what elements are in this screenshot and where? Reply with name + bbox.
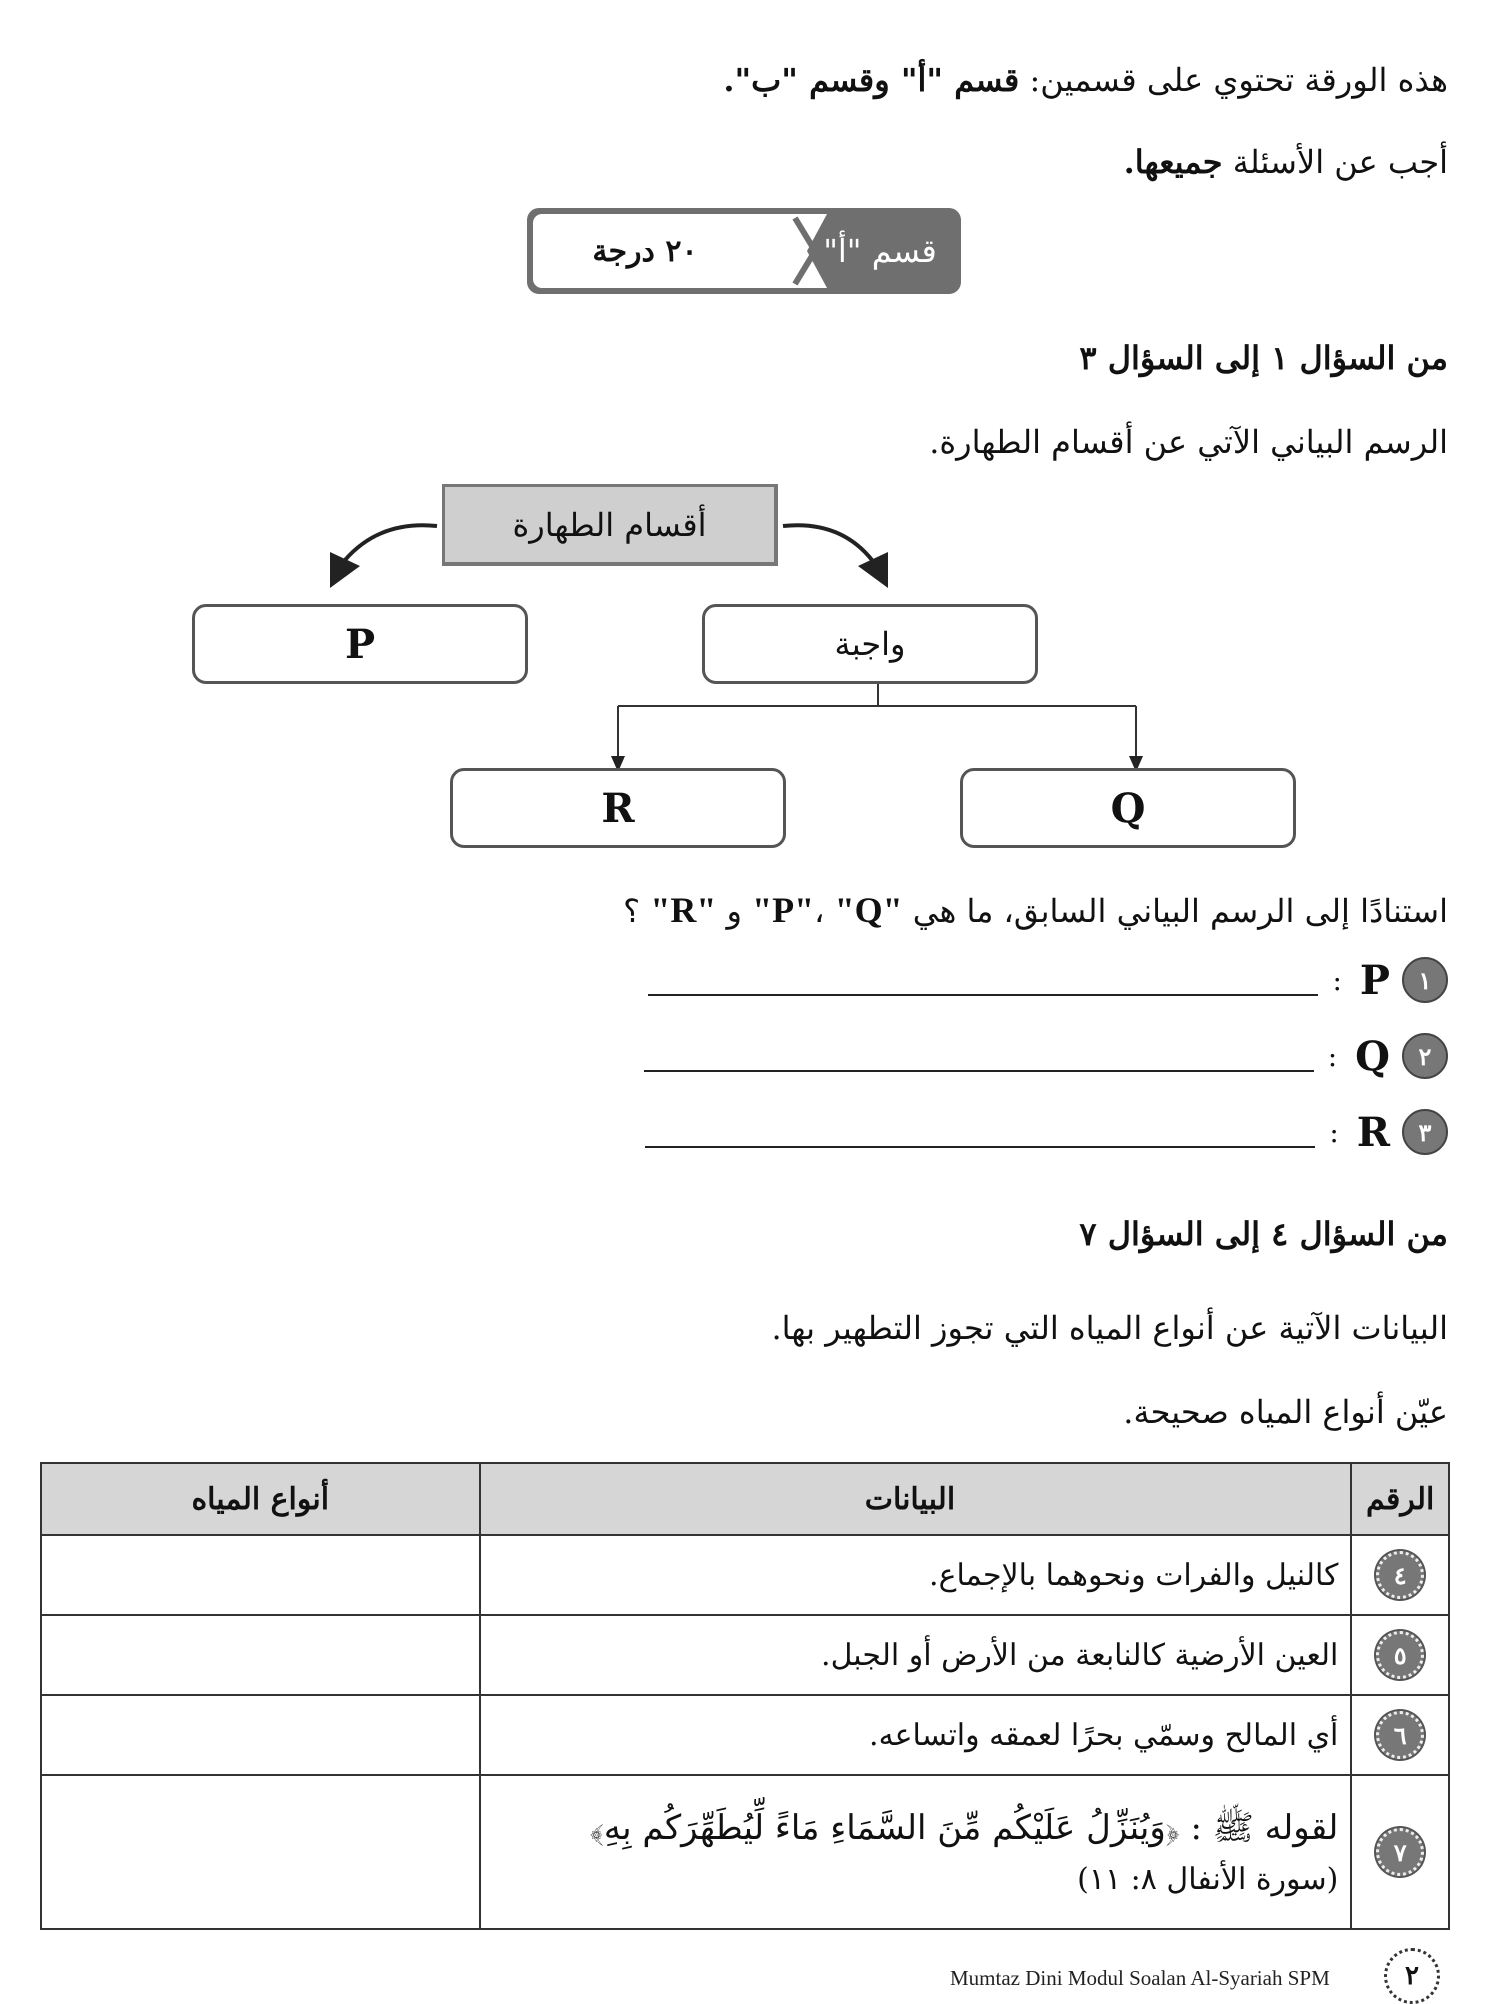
question-number-badge: ٥ <box>1376 1631 1424 1679</box>
diagram-root-box: أقسام الطهارة <box>442 484 778 566</box>
q4-7-instruction: عيّن أنواع المياه صحيحة. <box>1123 1393 1448 1431</box>
answer-letter: Q <box>1355 1032 1390 1080</box>
answer-blank-p[interactable] <box>648 994 1318 996</box>
answer-colon: : <box>1329 1115 1339 1149</box>
table-row <box>41 1695 1449 1775</box>
answer-row-3 <box>628 1102 1448 1162</box>
intro-line-2-bold: جميعها. <box>1123 143 1223 181</box>
q1-3-intro: الرسم البياني الآتي عن أقسام الطهارة. <box>929 423 1448 461</box>
table-row <box>41 1535 1449 1615</box>
section-banner-label: قسم "أ" <box>823 232 937 270</box>
header-water-type: أنواع المياه <box>41 1463 480 1535</box>
answer-cell[interactable] <box>41 1535 480 1615</box>
answer-row-2 <box>628 1026 1448 1086</box>
row-text: أي المالح وسمّي بحرًا لعمقه واتساعه. <box>480 1695 1352 1775</box>
answer-colon: : <box>1332 963 1342 997</box>
q1-3-prompt <box>40 888 1448 933</box>
curved-arrow-right <box>783 525 872 560</box>
page-number: ٢ <box>1384 1948 1440 2004</box>
intro-line-2 <box>40 140 1448 184</box>
row-text: العين الأرضية كالنابعة من الأرض أو الجبل. <box>480 1615 1352 1695</box>
curved-arrow-left <box>345 525 437 560</box>
question-number-badge: ١ <box>1402 957 1448 1003</box>
question-number-badge: ٤ <box>1376 1551 1424 1599</box>
answer-letter: R <box>1356 1108 1390 1156</box>
intro-line-1 <box>40 58 1448 102</box>
question-number-badge: ٦ <box>1376 1711 1424 1759</box>
diagram-box-q: Q <box>960 768 1296 848</box>
q4-7-heading: من السؤال ٤ إلى السؤال ٧ <box>1079 1215 1448 1253</box>
prompt-sep: ، <box>814 892 835 930</box>
answer-cell[interactable] <box>41 1615 480 1695</box>
diagram-box-wajiba: واجبة <box>702 604 1038 684</box>
verse-reference: (سورة الأنفال ٨: ١١) <box>1077 1862 1339 1897</box>
question-number-badge: ٣ <box>1402 1109 1448 1155</box>
diagram-box-r: R <box>450 768 786 848</box>
prompt-and: و <box>716 892 753 930</box>
question-number-badge: ٢ <box>1402 1033 1448 1079</box>
answer-blank-r[interactable] <box>645 1146 1315 1148</box>
table-header-row <box>41 1463 1449 1535</box>
answer-cell[interactable] <box>41 1695 480 1775</box>
question-number-badge: ٧ <box>1376 1828 1424 1876</box>
footer-book-title: Mumtaz Dini Modul Soalan Al-Syariah SPM <box>950 1966 1330 1990</box>
answer-letter: P <box>1359 956 1390 1004</box>
intro-line-1-bold: قسم "أ" وقسم "ب". <box>723 61 1020 99</box>
header-data: البيانات <box>480 1463 1352 1535</box>
q4-7-intro: البيانات الآتية عن أنواع المياه التي تجوز التطهير بها. <box>771 1309 1448 1347</box>
table-row <box>41 1775 1449 1929</box>
prompt-end: ؟ <box>623 892 651 930</box>
answer-colon: : <box>1327 1039 1338 1073</box>
diagram-box-p: P <box>192 604 528 684</box>
intro-line-1-text: هذه الورقة تحتوي على قسمين: <box>1019 61 1448 99</box>
prompt-text: استنادًا إلى الرسم البياني السابق، ما هي <box>902 892 1448 930</box>
row-text: كالنيل والفرات ونحوهما بالإجماع. <box>480 1535 1352 1615</box>
prompt-q: "Q" <box>752 890 883 930</box>
answer-row-1 <box>628 950 1448 1010</box>
intro-line-2-text: أجب عن الأسئلة <box>1222 143 1448 181</box>
water-types-table <box>40 1462 1450 1930</box>
prompt-p: "P" <box>772 890 903 930</box>
q1-3-heading: من السؤال ١ إلى السؤال ٣ <box>1079 339 1448 377</box>
quran-verse: لقوله ﷺ : ﴿وَيُنَزِّلُ عَلَيْكُم مِّنَ السَّمَاءِ مَاءً لِّيُطَهِّرَكُم بِهِ﴾ <box>589 1808 1339 1848</box>
arrow-head-right-icon <box>858 552 888 588</box>
section-banner-marks: ٢٠ درجة <box>592 233 698 269</box>
answer-cell[interactable] <box>41 1775 480 1929</box>
header-number: الرقم <box>1351 1463 1449 1535</box>
prompt-r: "R" <box>650 890 717 930</box>
table-row <box>41 1615 1449 1695</box>
answer-blank-q[interactable] <box>644 1070 1314 1072</box>
